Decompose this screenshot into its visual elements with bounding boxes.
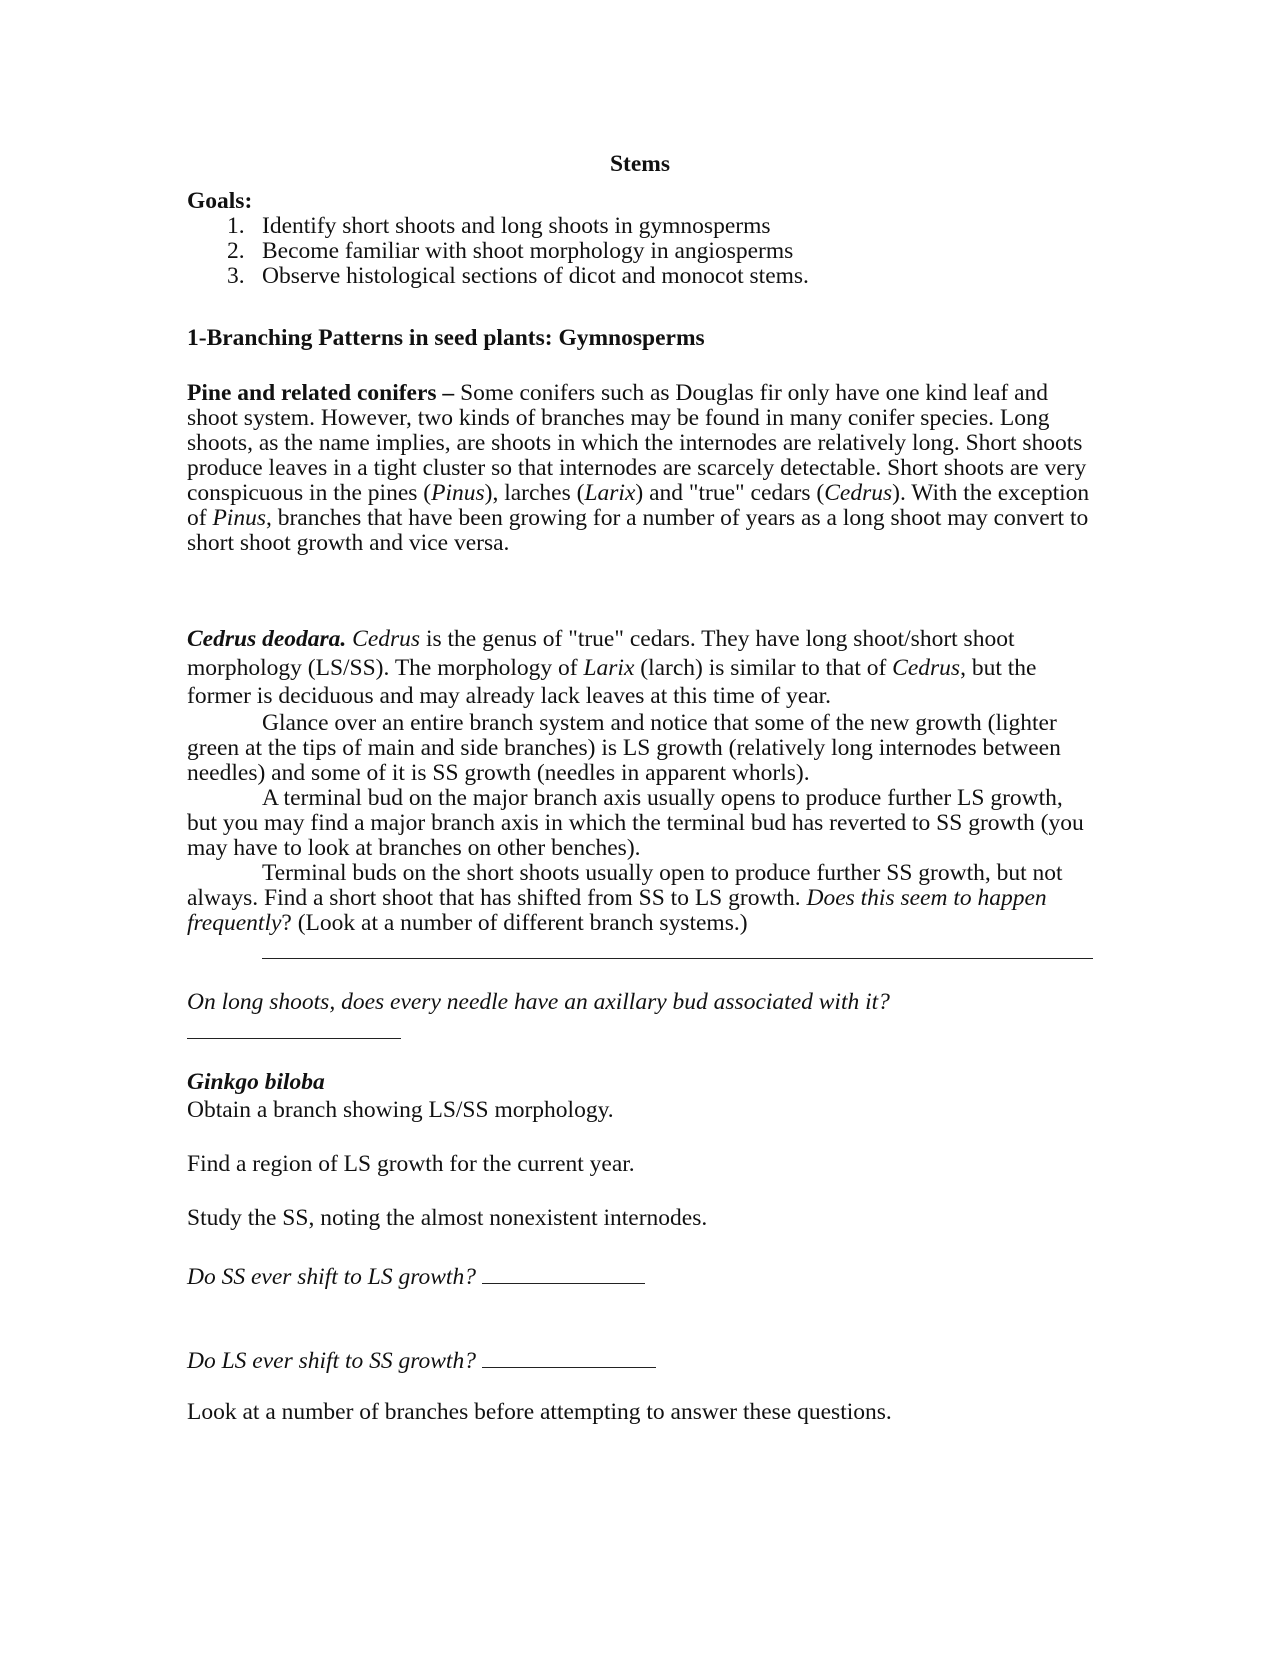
- answer-line[interactable]: [187, 1038, 401, 1039]
- cedrus-paragraph: A terminal bud on the major branch axis usually opens to produce further LS growth, but you may find a major branch axis in which the terminal bud has reverted to SS growth (you may have to look at branches on other benches).: [187, 784, 1084, 861]
- ginkgo-question-ss: Do SS ever shift to LS growth?: [187, 1263, 1087, 1290]
- cedrus-section: [187, 625, 1092, 936]
- answer-blank[interactable]: [482, 1263, 645, 1284]
- ginkgo-question-ls: Do LS ever shift to SS growth?: [187, 1347, 1087, 1374]
- goals-list: [187, 214, 1087, 289]
- ginkgo-instruction: Study the SS, noting the almost nonexistent internodes.: [187, 1205, 708, 1231]
- page-title: Stems: [609, 151, 671, 177]
- answer-blank[interactable]: [482, 1347, 656, 1368]
- goal-item: 3. Observe histological sections of dicot and monocot stems.: [227, 263, 809, 289]
- goals-heading: Goals:: [187, 188, 253, 214]
- ginkgo-heading: Ginkgo biloba: [187, 1069, 325, 1095]
- goal-item: 2. Become familiar with shoot morphology in angiosperms: [227, 238, 794, 264]
- answer-line[interactable]: [262, 958, 1093, 959]
- axillary-question: On long shoots, does every needle have an axillary bud associated with it?: [187, 989, 890, 1015]
- cedrus-paragraph: Glance over an entire branch system and notice that some of the new growth (lighter green at the tips of main and side branches) is LS growth (relatively long internodes between needles) and some of it is SS growth (needles in apparent whorls).: [187, 709, 1061, 786]
- pine-paragraph: Pine and related conifers – Some conifers such as Douglas fir only have one kind leaf and shoot system. However, two kinds of branches may be found in many conifer species. Long shoots, as the name implies, are shoots in which the internodes are relatively long. Short shoots produce leaves in a tight cluster so that internodes are scarcely detectable. Short shoots are very conspicuous in the pines (Pinus), larches (Larix) and "true" cedars (Cedrus). With the exception of Pinus, branches that have been growing for a number of years as a long shoot may convert to short shoot growth and vice versa.: [187, 380, 1090, 556]
- ginkgo-instruction: Obtain a branch showing LS/SS morphology.: [187, 1097, 614, 1123]
- cedrus-intro: Cedrus deodara. Cedrus is the genus of "true" cedars. They have long shoot/short shoot morphology (LS/SS). The morphology of Larix (larch) is similar to that of Cedrus, but the former is deciduous and may already lack leaves at this time of year.: [187, 626, 1037, 709]
- cedrus-paragraph: Terminal buds on the short shoots usually open to produce further SS growth, but not always. Find a short shoot that has shifted from SS to LS growth. Does this seem to happen frequently? (Look at a number of different branch systems.): [187, 859, 1063, 936]
- closing-instruction: Look at a number of branches before attempting to answer these questions.: [187, 1399, 892, 1425]
- ginkgo-instruction: Find a region of LS growth for the current year.: [187, 1151, 635, 1177]
- goals-section: [187, 189, 1087, 289]
- section-heading: 1-Branching Patterns in seed plants: Gymnosperms: [187, 325, 705, 351]
- goal-item: 1. Identify short shoots and long shoots in gymnosperms: [227, 213, 771, 239]
